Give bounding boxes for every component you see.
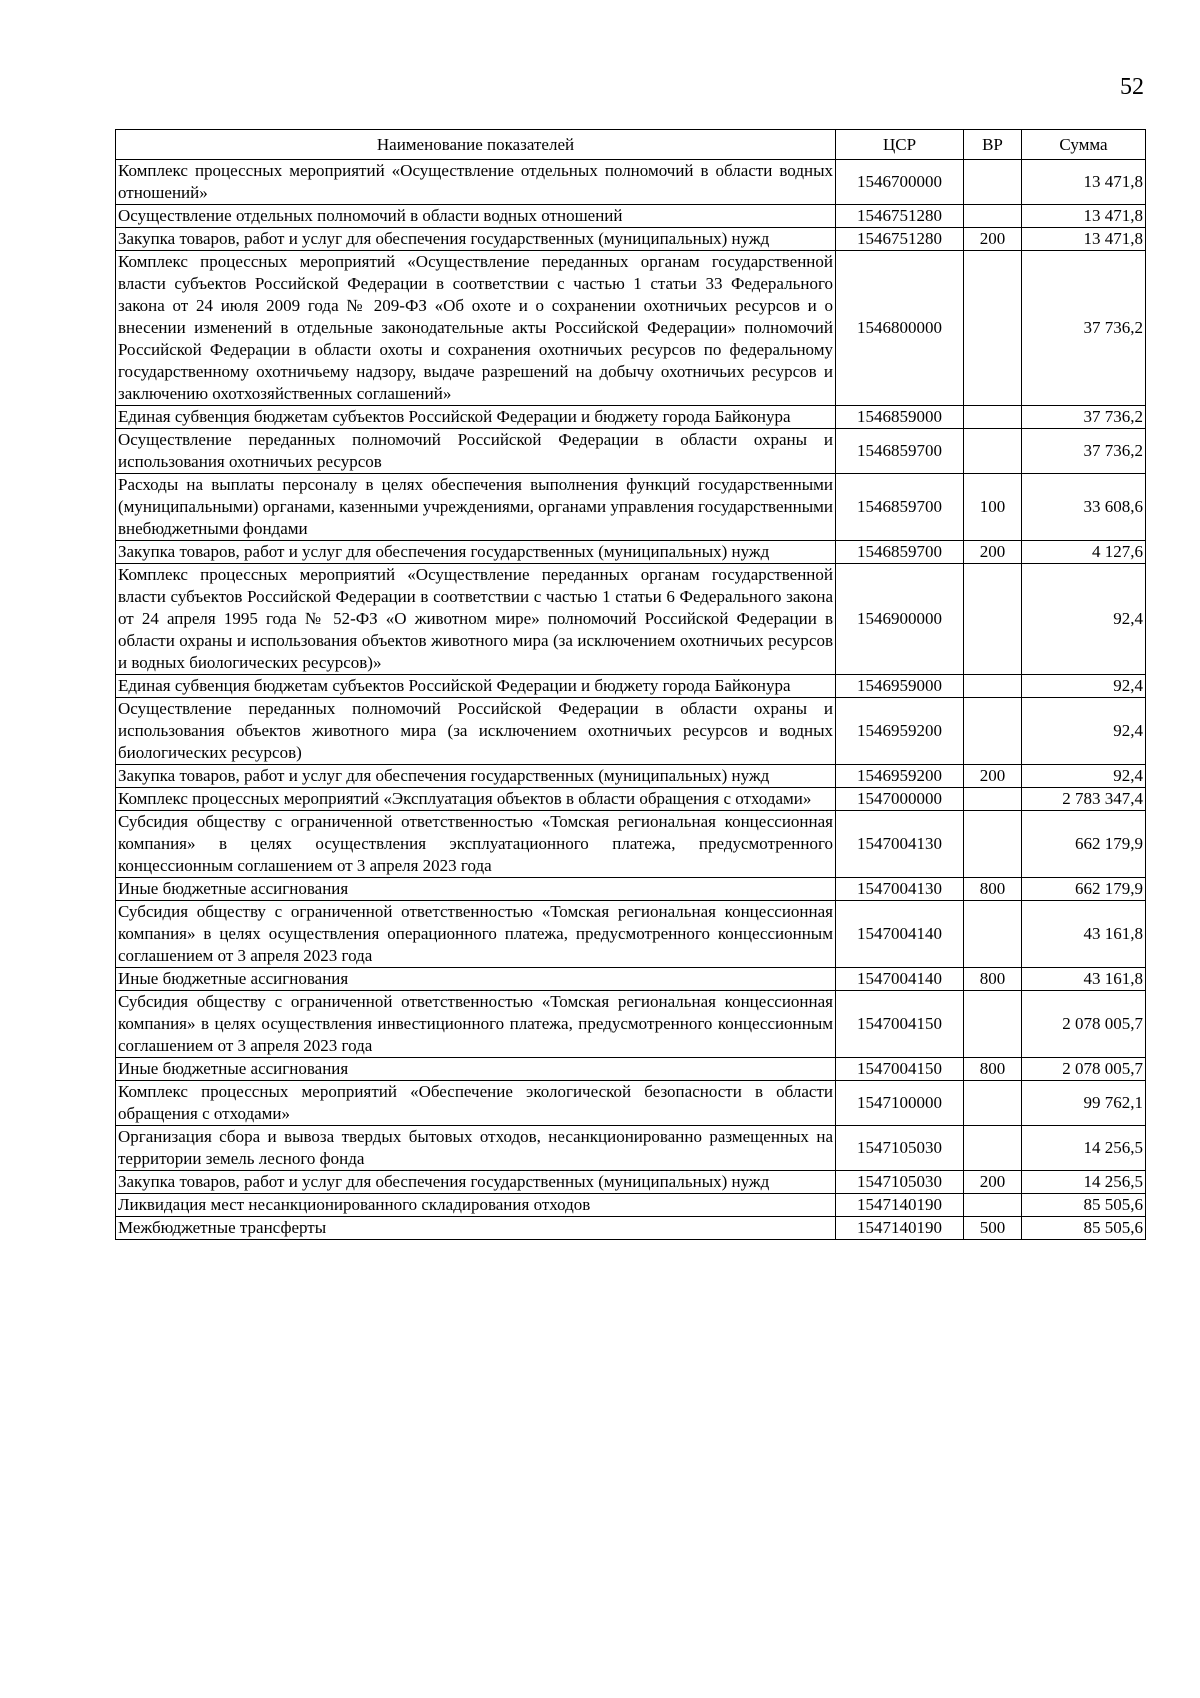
cell-name: Субсидия обществу с ограниченной ответственностью «Томская региональная концессионная компания» в целях осуществления инвестиционного платежа, предусмотренного концессионным соглашением от 3 апреля 2023 года: [116, 991, 836, 1058]
cell-csr: 1547000000: [836, 788, 964, 811]
cell-vr: [964, 901, 1022, 968]
cell-sum: 662 179,9: [1022, 811, 1146, 878]
cell-sum: 2 078 005,7: [1022, 991, 1146, 1058]
table-row: [116, 765, 1146, 788]
cell-sum: 37 736,2: [1022, 251, 1146, 406]
cell-csr: 1546700000: [836, 160, 964, 205]
table-row: [116, 406, 1146, 429]
table-row: [116, 1194, 1146, 1217]
cell-csr: 1547004150: [836, 1058, 964, 1081]
cell-vr: 200: [964, 228, 1022, 251]
cell-name: Ликвидация мест несанкционированного складирования отходов: [116, 1194, 836, 1217]
cell-csr: 1546959200: [836, 765, 964, 788]
header-csr: ЦСР: [836, 130, 964, 160]
cell-name: Субсидия обществу с ограниченной ответственностью «Томская региональная концессионная компания» в целях осуществления эксплуатационного платежа, предусмотренного концессионным соглашением от 3 апреля 2023 года: [116, 811, 836, 878]
table-row: [116, 1081, 1146, 1126]
cell-sum: 33 608,6: [1022, 474, 1146, 541]
budget-table: [115, 129, 1146, 1240]
cell-name: Комплекс процессных мероприятий «Осуществление отдельных полномочий в области водных отношений»: [116, 160, 836, 205]
cell-name: Закупка товаров, работ и услуг для обеспечения государственных (муниципальных) нужд: [116, 541, 836, 564]
cell-csr: 1546751280: [836, 205, 964, 228]
table-row: [116, 160, 1146, 205]
cell-csr: 1546859700: [836, 541, 964, 564]
cell-sum: 13 471,8: [1022, 160, 1146, 205]
cell-name: Закупка товаров, работ и услуг для обеспечения государственных (муниципальных) нужд: [116, 228, 836, 251]
cell-vr: [964, 406, 1022, 429]
cell-csr: 1547004150: [836, 991, 964, 1058]
cell-vr: [964, 1081, 1022, 1126]
table-row: [116, 541, 1146, 564]
cell-sum: 43 161,8: [1022, 968, 1146, 991]
table-row: [116, 1171, 1146, 1194]
cell-name: Осуществление отдельных полномочий в области водных отношений: [116, 205, 836, 228]
header-vr: ВР: [964, 130, 1022, 160]
table-row: [116, 474, 1146, 541]
cell-csr: 1546959000: [836, 675, 964, 698]
cell-name: Организация сбора и вывоза твердых бытовых отходов, несанкционированно размещенных на территории земель лесного фонда: [116, 1126, 836, 1171]
cell-vr: [964, 205, 1022, 228]
cell-name: Иные бюджетные ассигнования: [116, 1058, 836, 1081]
cell-sum: 92,4: [1022, 675, 1146, 698]
cell-sum: 37 736,2: [1022, 406, 1146, 429]
cell-name: Единая субвенция бюджетам субъектов Российской Федерации и бюджету города Байконура: [116, 675, 836, 698]
cell-csr: 1547140190: [836, 1194, 964, 1217]
cell-csr: 1547140190: [836, 1217, 964, 1240]
cell-vr: [964, 698, 1022, 765]
cell-csr: 1547004130: [836, 878, 964, 901]
cell-vr: 200: [964, 1171, 1022, 1194]
cell-vr: [964, 160, 1022, 205]
cell-csr: 1546900000: [836, 564, 964, 675]
table-row: [116, 991, 1146, 1058]
cell-sum: 85 505,6: [1022, 1194, 1146, 1217]
cell-csr: 1547004140: [836, 968, 964, 991]
cell-sum: 99 762,1: [1022, 1081, 1146, 1126]
cell-vr: [964, 675, 1022, 698]
header-name: Наименование показателей: [116, 130, 836, 160]
cell-name: Субсидия обществу с ограниченной ответственностью «Томская региональная концессионная компания» в целях осуществления операционного платежа, предусмотренного концессионным соглашением от 3 апреля 2023 года: [116, 901, 836, 968]
cell-vr: 200: [964, 765, 1022, 788]
cell-csr: 1547004140: [836, 901, 964, 968]
cell-csr: 1547004130: [836, 811, 964, 878]
cell-vr: 800: [964, 878, 1022, 901]
cell-csr: 1546859700: [836, 474, 964, 541]
cell-name: Расходы на выплаты персоналу в целях обеспечения выполнения функций государственными (муниципальными) органами, казенными учреждениями, органами управления государственными внебюджетными фондами: [116, 474, 836, 541]
cell-vr: 800: [964, 1058, 1022, 1081]
table-row: [116, 675, 1146, 698]
cell-name: Осуществление переданных полномочий Российской Федерации в области охраны и использования объектов животного мира (за исключением охотничьих ресурсов и водных биологических ресурсов): [116, 698, 836, 765]
cell-sum: 92,4: [1022, 564, 1146, 675]
cell-name: Иные бюджетные ассигнования: [116, 878, 836, 901]
cell-csr: 1546800000: [836, 251, 964, 406]
cell-csr: 1546751280: [836, 228, 964, 251]
cell-vr: [964, 991, 1022, 1058]
table-row: [116, 811, 1146, 878]
cell-sum: 4 127,6: [1022, 541, 1146, 564]
cell-sum: 92,4: [1022, 765, 1146, 788]
cell-name: Закупка товаров, работ и услуг для обеспечения государственных (муниципальных) нужд: [116, 1171, 836, 1194]
cell-name: Межбюджетные трансферты: [116, 1217, 836, 1240]
table-body: [116, 160, 1146, 1240]
table-row: [116, 878, 1146, 901]
header-sum: Сумма: [1022, 130, 1146, 160]
cell-sum: 662 179,9: [1022, 878, 1146, 901]
cell-csr: 1546959200: [836, 698, 964, 765]
table-row: [116, 251, 1146, 406]
page-number: 52: [1120, 74, 1144, 100]
cell-sum: 37 736,2: [1022, 429, 1146, 474]
cell-vr: 100: [964, 474, 1022, 541]
cell-vr: [964, 1126, 1022, 1171]
cell-sum: 92,4: [1022, 698, 1146, 765]
cell-sum: 14 256,5: [1022, 1126, 1146, 1171]
table-row: [116, 788, 1146, 811]
cell-csr: 1547105030: [836, 1171, 964, 1194]
cell-name: Комплекс процессных мероприятий «Эксплуатация объектов в области обращения с отходами»: [116, 788, 836, 811]
cell-name: Комплекс процессных мероприятий «Осуществление переданных органам государственной власти субъектов Российской Федерации в соответствии с частью 1 статьи 6 Федерального закона от 24 апреля 1995 года № 52-ФЗ «О животном мире» полномочий Российской Федерации в области охраны и использования объектов животного мира (за исключением охотничьих ресурсов и водных биологических ресурсов)»: [116, 564, 836, 675]
cell-sum: 13 471,8: [1022, 228, 1146, 251]
cell-vr: 800: [964, 968, 1022, 991]
cell-vr: [964, 1194, 1022, 1217]
cell-vr: [964, 788, 1022, 811]
cell-vr: 200: [964, 541, 1022, 564]
cell-sum: 85 505,6: [1022, 1217, 1146, 1240]
table-row: [116, 228, 1146, 251]
cell-sum: 14 256,5: [1022, 1171, 1146, 1194]
table-row: [116, 205, 1146, 228]
cell-name: Единая субвенция бюджетам субъектов Российской Федерации и бюджету города Байконура: [116, 406, 836, 429]
table-row: [116, 901, 1146, 968]
table-row: [116, 1217, 1146, 1240]
table-header: [116, 130, 1146, 160]
cell-vr: [964, 251, 1022, 406]
cell-csr: 1546859700: [836, 429, 964, 474]
cell-sum: 13 471,8: [1022, 205, 1146, 228]
cell-name: Комплекс процессных мероприятий «Обеспечение экологической безопасности в области обращения с отходами»: [116, 1081, 836, 1126]
cell-sum: 2 078 005,7: [1022, 1058, 1146, 1081]
table-row: [116, 1126, 1146, 1171]
cell-name: Комплекс процессных мероприятий «Осуществление переданных органам государственной власти субъектов Российской Федерации в соответствии с частью 1 статьи 33 Федерального закона от 24 июля 2009 года № 209-ФЗ «Об охоте и о сохранении охотничьих ресурсов и о внесении изменений в отдельные законодательные акты Российской Федерации» полномочий Российской Федерации в области охоты и сохранения охотничьих ресурсов по федеральному государственному охотничьему надзору, выдаче разрешений на добычу охотничьих ресурсов и заключению охотхозяйственных соглашений»: [116, 251, 836, 406]
table-row: [116, 698, 1146, 765]
cell-csr: 1547100000: [836, 1081, 964, 1126]
table-row: [116, 968, 1146, 991]
header-row: [116, 130, 1146, 160]
table-row: [116, 429, 1146, 474]
cell-name: Иные бюджетные ассигнования: [116, 968, 836, 991]
cell-vr: [964, 429, 1022, 474]
cell-name: Закупка товаров, работ и услуг для обеспечения государственных (муниципальных) нужд: [116, 765, 836, 788]
cell-sum: 2 783 347,4: [1022, 788, 1146, 811]
cell-vr: 500: [964, 1217, 1022, 1240]
cell-csr: 1547105030: [836, 1126, 964, 1171]
cell-csr: 1546859000: [836, 406, 964, 429]
cell-vr: [964, 564, 1022, 675]
table-row: [116, 564, 1146, 675]
table-row: [116, 1058, 1146, 1081]
cell-name: Осуществление переданных полномочий Российской Федерации в области охраны и использования охотничьих ресурсов: [116, 429, 836, 474]
cell-sum: 43 161,8: [1022, 901, 1146, 968]
cell-vr: [964, 811, 1022, 878]
